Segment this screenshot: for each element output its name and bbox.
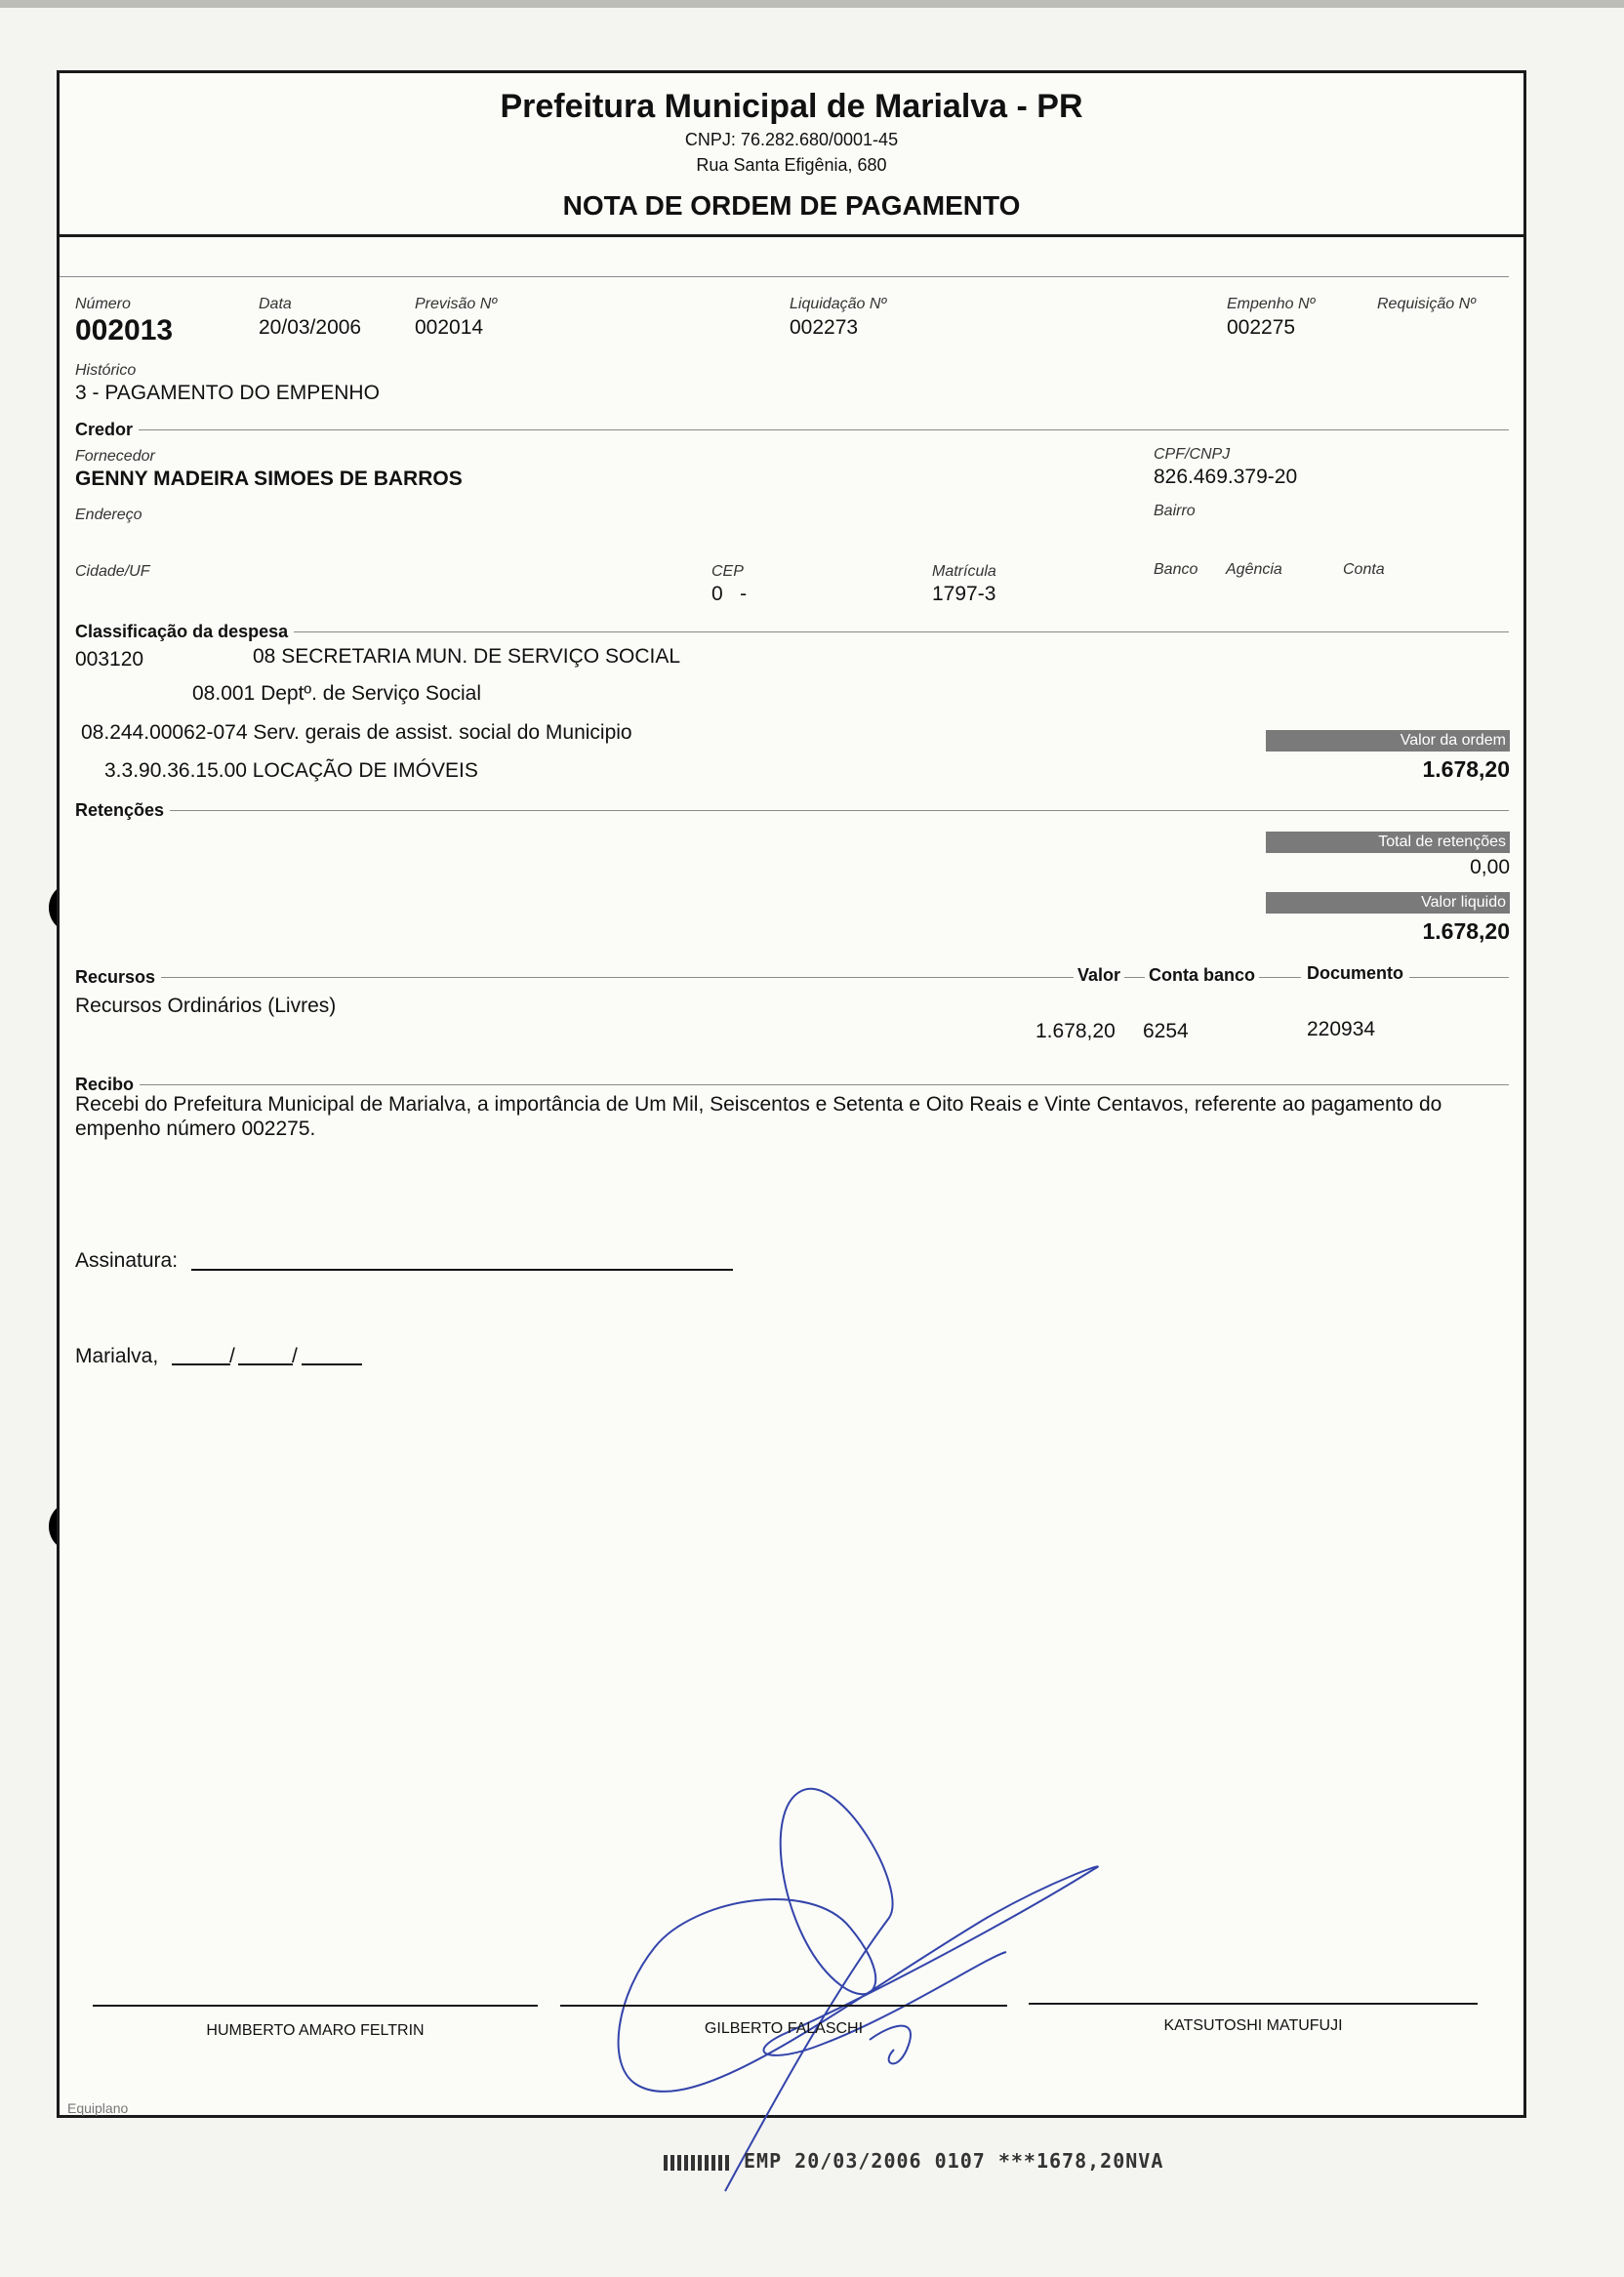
fornecedor-label: Fornecedor	[75, 448, 155, 465]
handwritten-signature	[548, 1752, 1114, 2201]
recursos-conta: 6254	[1143, 1020, 1189, 1042]
valor-ordem-label: Valor da ordem	[1266, 730, 1510, 752]
recibo-divider	[75, 1084, 1509, 1085]
signature-line-2	[560, 2005, 1007, 2007]
retencoes-divider	[75, 810, 1509, 811]
assinatura-label: Assinatura:	[75, 1249, 179, 1272]
payment-order-document	[57, 70, 1526, 2118]
date-slash-1: /	[229, 1345, 235, 1367]
matricula-label: Matrícula	[932, 563, 996, 580]
bairro-label: Bairro	[1154, 503, 1196, 519]
signature-line-3	[1029, 2003, 1478, 2005]
valor-liquido-value: 1.678,20	[1422, 918, 1510, 944]
date-month-blank[interactable]	[238, 1363, 293, 1365]
date-slash-2: /	[292, 1345, 298, 1367]
liquidacao-value: 002273	[790, 316, 859, 339]
signatory-3: KATSUTOSHI MATUFUJI	[1163, 2017, 1343, 2034]
stamp-text: EMP 20/03/2006 0107 ***1678,20NVA	[744, 2149, 1164, 2173]
cnpj-line: CNPJ: 76.282.680/0001-45	[684, 130, 899, 149]
previsao-value: 002014	[415, 316, 484, 339]
classificacao-code: 003120	[75, 648, 144, 671]
bank-validation-stamp	[664, 2149, 1163, 2173]
recibo-section: Recibo	[75, 1075, 140, 1095]
stamp-logo-icon	[664, 2155, 732, 2171]
banco-label: Banco	[1154, 561, 1198, 578]
recursos-valor: 1.678,20	[1035, 1020, 1116, 1042]
data-label: Data	[259, 296, 292, 312]
municipality-title: Prefeitura Municipal de Marialva - PR	[500, 88, 1083, 125]
conta-label: Conta	[1343, 561, 1385, 578]
assinatura-line[interactable]	[191, 1269, 733, 1271]
empenho-label: Empenho Nº	[1227, 296, 1316, 312]
credor-section: Credor	[75, 420, 139, 440]
classificacao-secretaria: 08 SECRETARIA MUN. DE SERVIÇO SOCIAL	[253, 645, 681, 668]
classificacao-section: Classificação da despesa	[75, 622, 294, 642]
requisicao-label: Requisição Nº	[1377, 296, 1476, 312]
endereco-label: Endereço	[75, 507, 142, 523]
recursos-divider	[75, 977, 1509, 978]
historico-value: 3 - PAGAMENTO DO EMPENHO	[75, 382, 380, 404]
agencia-label: Agência	[1226, 561, 1282, 578]
total-retencoes-value: 0,00	[1470, 856, 1510, 878]
recibo-text: Recebi do Prefeitura Municipal de Marialva, a importância de Um Mil, Seiscentos e Setenta e Oito Reais e Vinte Centavos, referente ao pagamento do empenho número 002275.	[75, 1093, 1442, 1140]
recursos-valor-header: Valor	[1074, 965, 1124, 986]
total-retencoes-label: Total de retenções	[1266, 832, 1510, 853]
previsao-label: Previsão Nº	[415, 296, 498, 312]
header-divider	[60, 234, 1523, 237]
recursos-descricao: Recursos Ordinários (Livres)	[75, 995, 337, 1017]
recursos-section: Recursos	[75, 967, 161, 988]
empenho-value: 002275	[1227, 316, 1296, 339]
cpf-label: CPF/CNPJ	[1154, 446, 1231, 463]
numero-value: 002013	[75, 314, 174, 346]
valor-liquido-label: Valor liquido	[1266, 892, 1510, 914]
footer-brand: Equiplano	[67, 2100, 129, 2116]
numero-label: Número	[75, 296, 131, 312]
credor-divider	[75, 429, 1509, 430]
retencoes-section: Retenções	[75, 800, 170, 821]
classificacao-departamento: 08.001 Deptº. de Serviço Social	[192, 682, 482, 705]
signatory-1: HUMBERTO AMARO FELTRIN	[206, 2022, 425, 2039]
signatory-2: GILBERTO FALASCHI	[704, 2020, 864, 2037]
fornecedor-value: GENNY MADEIRA SIMOES DE BARROS	[75, 468, 463, 490]
date-year-blank[interactable]	[302, 1363, 362, 1365]
classificacao-elemento: 3.3.90.36.15.00 LOCAÇÃO DE IMÓVEIS	[104, 759, 478, 782]
local-data-label: Marialva,	[75, 1345, 159, 1367]
classificacao-programa: 08.244.00062-074 Serv. gerais de assist. social do Municipio	[81, 721, 632, 744]
recursos-documento: 220934	[1307, 1018, 1376, 1040]
document-title: NOTA DE ORDEM DE PAGAMENTO	[562, 190, 1021, 221]
recursos-conta-header: Conta banco	[1145, 965, 1259, 986]
recursos-documento-header: Documento	[1301, 963, 1409, 984]
data-value: 20/03/2006	[259, 316, 362, 339]
address-line: Rua Santa Efigênia, 680	[696, 155, 887, 175]
historico-label: Histórico	[75, 362, 137, 379]
cpf-value: 826.469.379-20	[1154, 466, 1298, 488]
top-divider	[60, 276, 1509, 277]
scan-edge	[0, 0, 1624, 8]
liquidacao-label: Liquidação Nº	[790, 296, 887, 312]
matricula-value: 1797-3	[932, 583, 996, 605]
cidade-label: Cidade/UF	[75, 563, 150, 580]
cep-value: 0 -	[711, 583, 748, 605]
cep-label: CEP	[711, 563, 744, 580]
valor-ordem-value: 1.678,20	[1422, 756, 1510, 782]
date-day-blank[interactable]	[172, 1363, 230, 1365]
signature-line-1	[93, 2005, 538, 2007]
